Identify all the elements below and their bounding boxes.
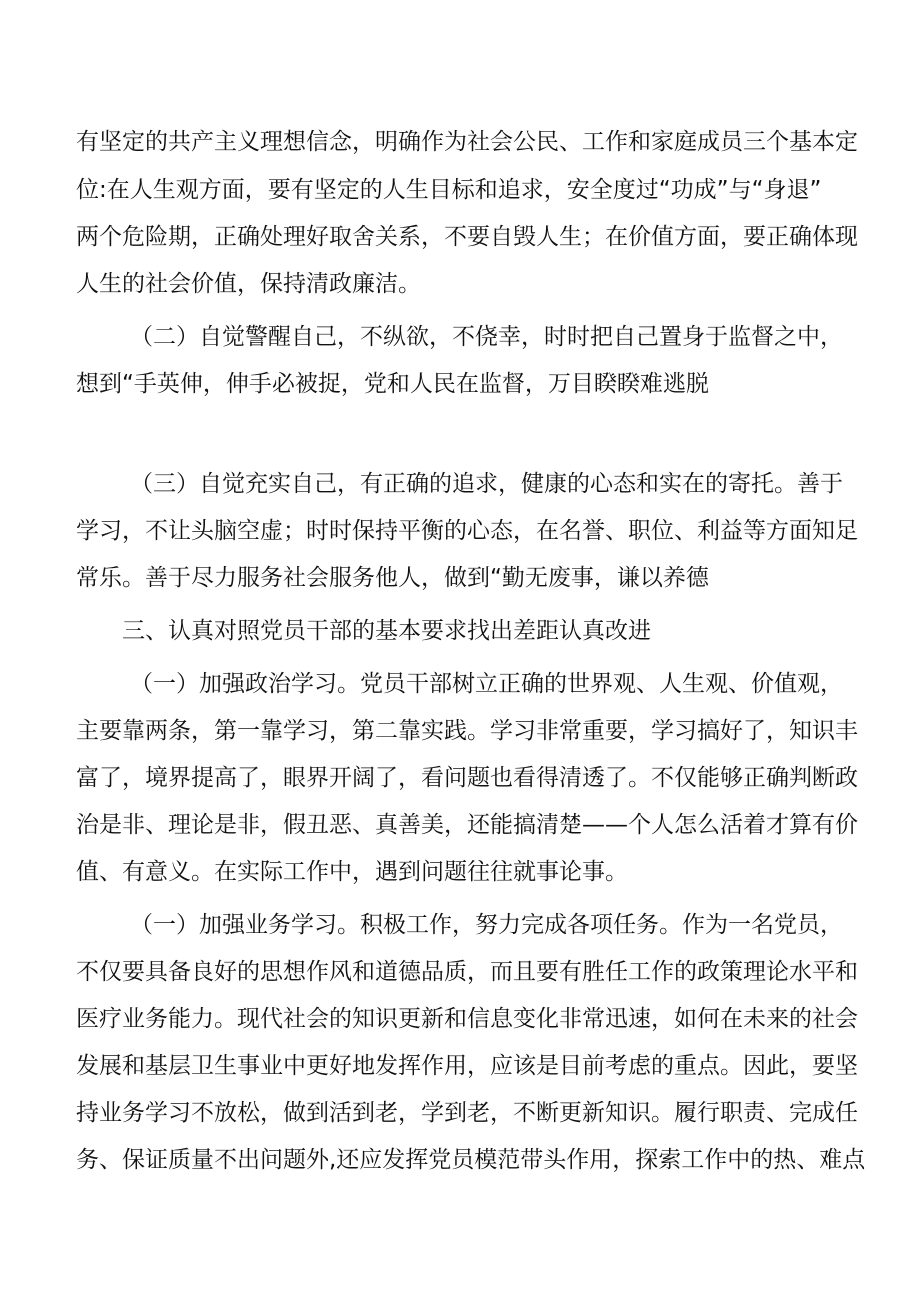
text-line: 位:在人生观方面，要有坚定的人生目标和追求，安全度过“功成”与“身退” (76, 177, 822, 203)
text-line: 持业务学习不放松，做到活到老，学到老，不断更新知识。履行职责、完成任 (76, 1100, 858, 1126)
text-line: 务、保证质量不出问题外,还应发挥党员模范带头作用，探索工作中的热、难点 (76, 1147, 866, 1173)
text-line: （一）加强政治学习。党员干部树立正确的世界观、人生观、价值观， (130, 671, 843, 697)
text-line: （三）自觉充实自己，有正确的追求，健康的心态和实在的寄托。善于 (130, 471, 843, 497)
text-line: （二）自觉警醒自己，不纵欲，不侥幸，时时把自己置身于监督之中， (130, 324, 843, 350)
text-line: 想到“手英伸，伸手必被捉，党和人民在监督，万目睽睽难逃脱 (76, 371, 709, 397)
text-line: （一）加强业务学习。积极工作，努力完成各项任务。作为一名党员， (130, 912, 843, 938)
text-line: 常乐。善于尽力服务社会服务他人，做到“勤无废事，谦以养德 (76, 565, 709, 591)
text-line: 发展和基层卫生事业中更好地发挥作用，应该是目前考虑的重点。因此，要坚 (76, 1053, 858, 1079)
section-title: 三、认真对照党员干部的基本要求找出差距认真改进 (122, 618, 651, 644)
text-line: 医疗业务能力。现代社会的知识更新和信息变化非常迅速，如何在未来的社会 (76, 1006, 858, 1032)
text-line: 值、有意义。在实际工作中，遇到问题往往就事论事。 (76, 859, 628, 885)
text-line: 主要靠两条，第一靠学习，第二靠实践。学习非常重要，学习搞好了，知识丰 (76, 718, 858, 744)
text-line: 有坚定的共产主义理想信念，明确作为社会公民、工作和家庭成员三个基本定 (76, 129, 858, 155)
text-line: 富了，境界提高了，眼界开阔了，看问题也看得清透了。不仅能够正确判断政 (76, 765, 858, 791)
text-line: 学习，不让头脑空虚；时时保持平衡的心态，在名誉、职位、利益等方面知足 (76, 518, 858, 544)
text-line: 人生的社会价值，保持清政廉洁。 (76, 271, 421, 297)
text-line: 不仅要具备良好的思想作风和道德品质，而且要有胜任工作的政策理论水平和 (76, 959, 858, 985)
text-line: 治是非、理论是非，假丑恶、真善美，还能搞清楚——个人怎么活着才算有价 (76, 812, 858, 838)
text-line: 两个危险期，正确处理好取舍关系，不要自毁人生；在价值方面，要正确体现 (76, 224, 858, 250)
